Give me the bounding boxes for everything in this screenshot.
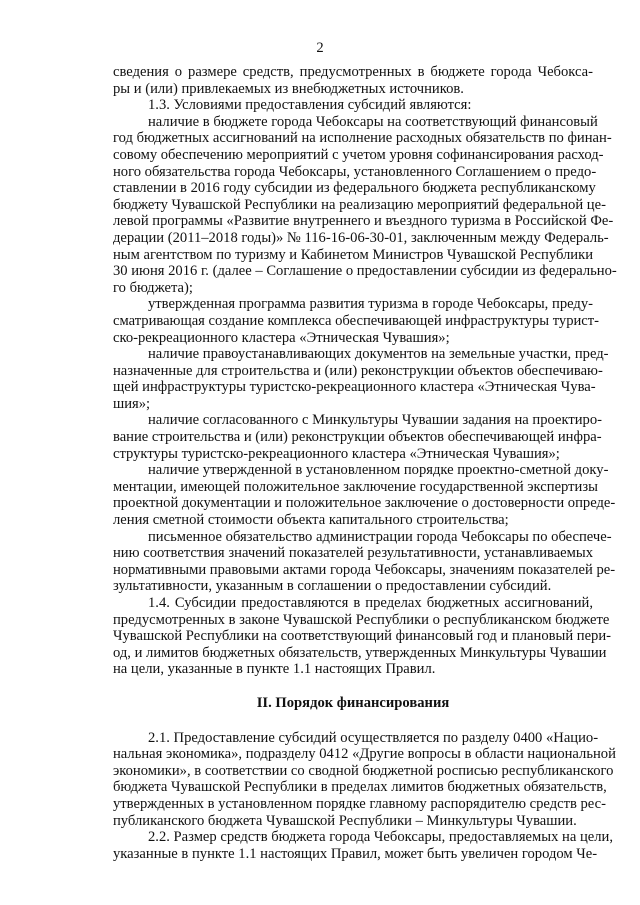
text-line: утвержденных в установленном порядке главному распорядителю средств рес-	[113, 795, 606, 812]
text-line: сведения о размере средств, предусмотренных в бюджете города Чебокса-	[113, 64, 593, 80]
section-heading: II. Порядок финансирования	[256, 694, 450, 711]
section-1-continued	[113, 64, 617, 678]
text-line: указанные в пункте 1.1 настоящих Правил, может быть увеличен городом Че-	[113, 845, 598, 862]
text-line: год бюджетных ассигнований на исполнение расходных обязательств по финан-	[113, 130, 612, 147]
text-line: публиканского бюджета Чувашской Республики – Минкультуры Чувашии.	[113, 812, 577, 829]
text-line: утвержденная программа развития туризма в городе Чебоксары, преду-	[148, 296, 593, 313]
text-line: ментации, имеющей положительное заключение государственной экспертизы	[113, 478, 598, 495]
text-line: наличие правоустанавливающих документов на земельные участки, пред-	[148, 346, 609, 363]
text-line: предусмотренных в законе Чувашской Республики о республиканском бюджете	[113, 611, 610, 628]
text-line: щей инфраструктуры туристско-рекреационного кластера «Этническая Чува-	[113, 379, 596, 396]
text-line: ного обязательства города Чебоксары, установленного Соглашением о предо-	[113, 163, 597, 180]
text-line: бюджета Чувашской Республики в пределах лимитов бюджетных обязательств,	[113, 779, 607, 796]
text-line: назначенные для строительства и (или) реконструкции объектов обеспечиваю-	[113, 362, 603, 379]
text-line: дерации (2011–2018 годы)» № 116-16-06-30-01, заключенным между Федераль-	[113, 229, 609, 246]
text-line: совому обеспечению мероприятий с учетом уровня софинансирования расход-	[113, 146, 604, 163]
text-line: го бюджета);	[113, 279, 193, 296]
document-body	[113, 64, 617, 862]
text-line: проектной документации и положительное заключение о достоверности опреде-	[113, 495, 616, 512]
text-line: бюджету Чувашской Республики на реализацию мероприятий федеральной це-	[113, 196, 606, 213]
text-line: од, и лимитов бюджетных обязательств, утвержденных Минкультуры Чувашии	[113, 644, 607, 661]
text-line: сматривающая создание комплекса обеспечивающей инфраструктуры турист-	[113, 312, 600, 329]
text-line: шия»;	[113, 395, 151, 412]
text-line: ления сметной стоимости объекта капитального строительства;	[113, 512, 509, 529]
text-line: письменное обязательство администрации города Чебоксары по обеспече-	[148, 528, 612, 545]
text-line: 1.4. Субсидии предоставляются в пределах бюджетных ассигнований,	[148, 595, 593, 611]
text-line: 2.2. Размер средств бюджета города Чебоксары, предоставляемых на цели,	[148, 829, 613, 846]
text-line: Чувашской Республики на соответствующий финансовый год и плановый пери-	[113, 628, 612, 645]
text-line: на цели, указанные в пункте 1.1 настоящих Правил.	[113, 661, 436, 678]
text-line: 30 июня 2016 г. (далее – Соглашение о предоставлении субсидии из федерально-	[113, 263, 617, 280]
text-line: 2.1. Предоставление субсидий осуществляется по разделу 0400 «Нацио-	[148, 729, 599, 746]
text-line: нию соответствия значений показателей результативности, устанавливаемых	[113, 545, 593, 562]
text-line: вание строительства и (или) реконструкции объектов обеспечивающей инфра-	[113, 429, 602, 446]
text-line: ры и (или) привлекаемых из внебюджетных источников.	[113, 80, 464, 97]
text-line: зультативности, указанным в соглашении о предоставлении субсидий.	[113, 578, 552, 595]
text-line: нормативными правовыми актами города Чебоксары, значениям показателей ре-	[113, 561, 616, 578]
text-line: наличие согласованного с Минкультуры Чувашии задания на проектиро-	[148, 412, 602, 429]
text-line: структуры туристско-рекреационного кластера «Этническая Чувашия»;	[113, 445, 560, 462]
section-2	[113, 729, 616, 863]
page-number: 2	[316, 40, 324, 56]
text-line: ско-рекреационного кластера «Этническая Чувашия»;	[113, 329, 450, 346]
text-line: наличие в бюджете города Чебоксары на соответствующий финансовый	[148, 113, 598, 130]
text-line: левой программы «Развитие внутреннего и въездного туризма в Российской Фе-	[113, 213, 614, 230]
text-line: ставлении в 2016 году субсидии из федерального бюджета республиканскому	[113, 180, 596, 197]
text-line: экономики», в соответствии со сводной бюджетной росписью республиканского	[113, 762, 614, 779]
text-line: наличие утвержденной в установленном порядке проектно-сметной доку-	[148, 462, 609, 479]
text-line: 1.3. Условиями предоставления субсидий являются:	[148, 97, 472, 114]
text-line: ным агентством по туризму и Кабинетом Министров Чувашской Республики	[113, 246, 593, 263]
text-line: нальная экономика», подразделу 0412 «Другие вопросы в области национальной	[113, 746, 616, 763]
